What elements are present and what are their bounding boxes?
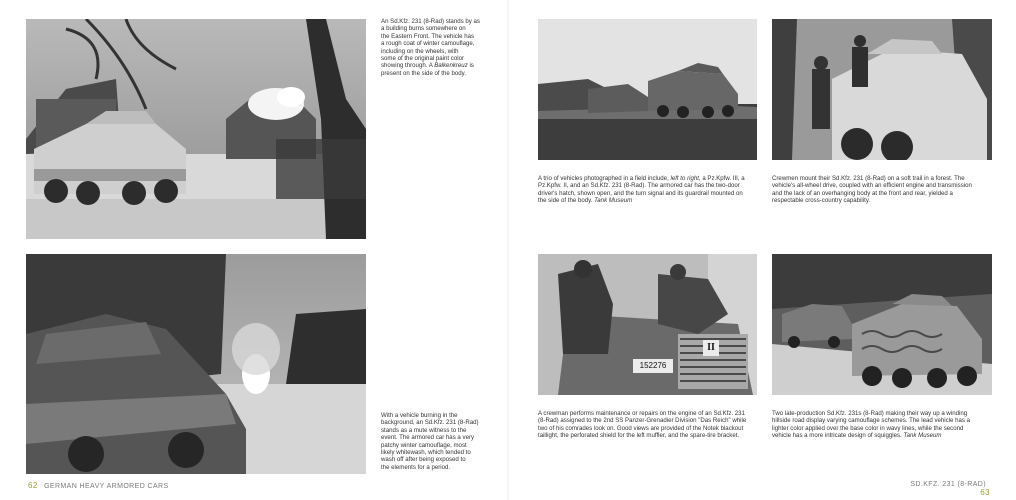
photo-crewmen-mount-armored-car (772, 19, 992, 160)
running-title-right: SD.KFZ. 231 (8-RAD) (910, 481, 986, 488)
tactical-marking: II (707, 342, 715, 353)
photo-trio-of-vehicles-field (538, 19, 757, 160)
running-title-left: GERMAN HEAVY ARMORED CARS (44, 483, 169, 490)
page-number-left: 62 (28, 481, 38, 490)
photo-armored-car-burning-building (26, 19, 366, 239)
caption-crewman-engine-maintenance: A crewman performs maintenance or repairs on the engine of an Sd.Kfz. 231 (8-Rad) assigned to the 2nd SS Panzer-Grenadier Division "Das Reich" while two of his comrades look on. Good views are provided of the Notek blackout taillight, the perforated shield for the left muffler, and the spare-tire bracket. (538, 410, 747, 440)
license-plate: 152276 (639, 361, 667, 370)
caption-two-armored-cars-hillside: Two late-production Sd.Kfz. 231s (8-Rad) making their way up a winding hillside road display varying camouflage schemes. The lead vehicle has a lighter color applied over the base color in wavy lines, while the second vehicle has a more intricate design of squiggles. Tank Museum (772, 410, 971, 440)
caption-crewmen-mount-armored-car: Crewmen mount their Sd.Kfz. 231 (8-Rad) on a soft trail in a forest. The vehicle's all-wheel drive, coupled with an efficient engine and transmission and the lack of an overhanging body at the front and rear, yielded a respectable cross-country capability. (772, 175, 972, 205)
caption-armored-car-burning-vehicle: With a vehicle burning in the background, an Sd.Kfz. 231 (8-Rad) stands as a mute witness to the event. The armored car has a very patchy winter camouflage, most likely whitewash, which tended to wash off after being exposed to the elements for a period. (381, 412, 479, 471)
footer-right (902, 481, 990, 497)
page-number-right: 63 (980, 488, 990, 497)
photo-armored-car-burning-vehicle (26, 254, 366, 474)
book-gutter (507, 0, 509, 500)
caption-trio-of-vehicles-field: A trio of vehicles photographed in a field include, left to right, a Pz.Kpfw. III, a Pz.Kpfw. II, and an Sd.Kfz. 231 (8-Rad). The armored car has the two-door driver's hatch, shown open, and the turn signal and its guardrail mounted on the side of the body. Tank Museum (538, 175, 745, 205)
photo-crewman-engine-maintenance (538, 254, 757, 395)
footer-left (28, 481, 169, 490)
photo-two-armored-cars-hillside (772, 254, 992, 395)
caption-armored-car-burning-building: An Sd.Kfz. 231 (8-Rad) stands by as a building burns somewhere on the Eastern Front. The vehicle has a rough coat of winter camouflage, including on the wheels, with some of the original paint color showing through. A Balkenkreuz is present on the side of the body. (381, 18, 480, 77)
